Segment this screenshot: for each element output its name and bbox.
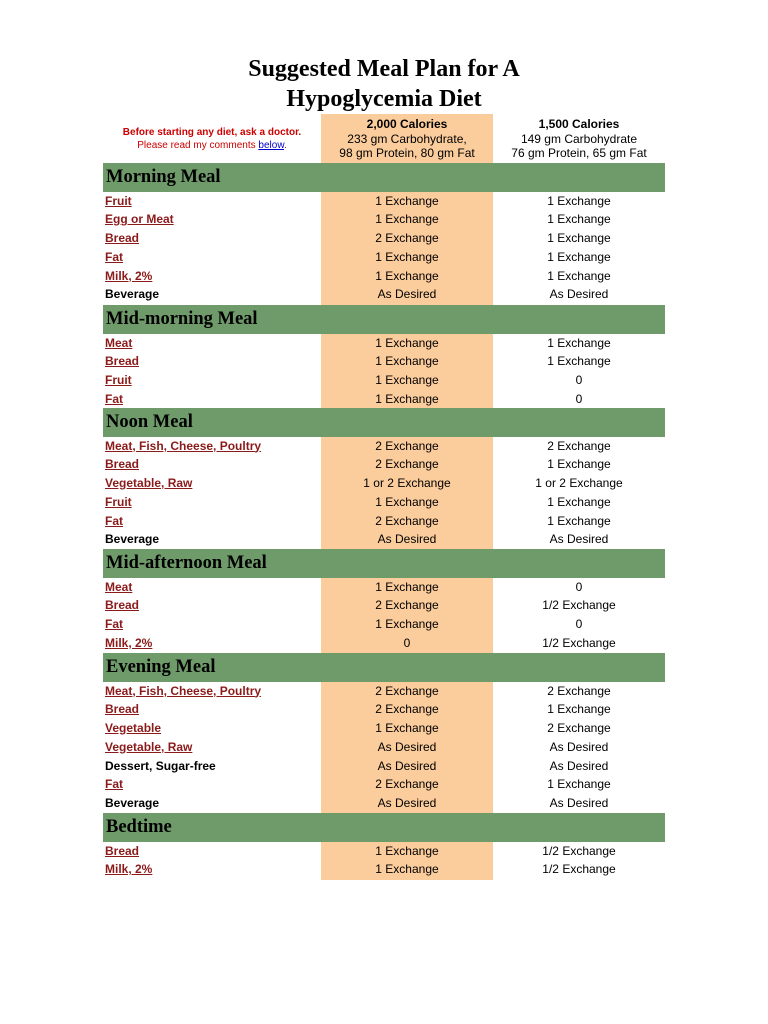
food-label[interactable]: Milk, 2% <box>105 268 153 283</box>
food-label[interactable]: Bread <box>105 231 140 245</box>
column-detail-1: 149 gm Carbohydrate <box>520 131 638 146</box>
note-line-1: Before starting any diet, ask a doctor. <box>122 127 302 138</box>
section-header-bedtime: Bedtime <box>103 813 665 842</box>
value-2000: 2 Exchange <box>375 513 439 528</box>
value-2000: 1 Exchange <box>375 354 439 369</box>
table-row <box>103 530 665 549</box>
table-row <box>103 700 665 719</box>
food-label[interactable]: Fat <box>105 391 123 406</box>
value-1500: 1 Exchange <box>547 494 611 509</box>
value-2000: 2 Exchange <box>375 702 439 717</box>
food-label[interactable]: Egg or Meat <box>105 212 174 227</box>
food-label[interactable]: Bread <box>105 457 140 472</box>
table-row <box>103 285 665 304</box>
food-label[interactable]: Meat, Fish, Cheese, Poultry <box>105 683 262 698</box>
value-1500: 1/2 Exchange <box>542 862 616 877</box>
value-2000: As Desired <box>377 532 437 547</box>
table-row <box>103 757 665 776</box>
value-2000: 1 or 2 Exchange <box>363 476 451 490</box>
value-1500: 0 <box>575 391 583 406</box>
doctor-note <box>103 126 321 152</box>
value-1500: 1 Exchange <box>547 354 611 369</box>
food-label[interactable]: Fat <box>105 249 123 264</box>
table-row <box>103 794 665 813</box>
table-row <box>103 371 665 390</box>
food-label[interactable]: Vegetable, Raw <box>105 476 193 490</box>
food-label: Beverage <box>105 532 160 547</box>
table-row <box>103 842 665 861</box>
table-row <box>103 738 665 757</box>
column-detail-2: 98 gm Protein, 80 gm Fat <box>339 146 475 160</box>
table-row <box>103 334 665 353</box>
value-2000: 1 Exchange <box>375 494 439 509</box>
value-1500: 0 <box>575 579 583 594</box>
below-link[interactable]: below <box>258 140 284 151</box>
food-label: Beverage <box>105 796 160 810</box>
value-2000: 2 Exchange <box>375 457 439 472</box>
value-2000: 1 Exchange <box>375 249 439 264</box>
value-1500: 1 Exchange <box>547 457 611 472</box>
value-2000: 1 Exchange <box>375 391 439 406</box>
value-1500: 2 Exchange <box>547 683 611 698</box>
table-row <box>103 512 665 531</box>
value-1500: 1 or 2 Exchange <box>535 476 623 490</box>
food-label[interactable]: Bread <box>105 702 140 717</box>
value-2000: 2 Exchange <box>375 438 439 453</box>
food-label[interactable]: Fat <box>105 617 123 631</box>
table-row <box>103 474 665 493</box>
table-row <box>103 596 665 615</box>
value-2000: As Desired <box>377 739 437 754</box>
section-header-mid-afternoon-meal: Mid-afternoon Meal <box>103 549 665 578</box>
value-2000: 1 Exchange <box>375 579 439 594</box>
value-1500: 2 Exchange <box>547 721 611 735</box>
column-detail-2: 76 gm Protein, 65 gm Fat <box>511 146 647 160</box>
food-label[interactable]: Meat <box>105 579 133 594</box>
title-line-2: Hypoglycemia Diet <box>286 86 482 112</box>
value-1500: 1 Exchange <box>547 231 611 245</box>
value-2000: 1 Exchange <box>375 617 439 631</box>
note-line-2-prefix: Please read my comments <box>137 140 259 151</box>
table-row <box>103 719 665 738</box>
value-1500: 1 Exchange <box>547 513 611 528</box>
table-row <box>103 248 665 267</box>
table-row <box>103 352 665 371</box>
value-2000: 2 Exchange <box>375 683 439 698</box>
table-row <box>103 634 665 653</box>
value-1500: 1 Exchange <box>547 249 611 264</box>
value-1500: As Desired <box>549 739 609 754</box>
food-label[interactable]: Fruit <box>105 494 132 509</box>
food-label[interactable]: Fruit <box>105 373 132 387</box>
table-row <box>103 682 665 701</box>
food-label: Dessert, Sugar-free <box>105 758 216 773</box>
section-header-morning-meal: Morning Meal <box>103 163 665 192</box>
food-label[interactable]: Meat, Fish, Cheese, Poultry <box>105 438 262 453</box>
value-1500: 1 Exchange <box>547 193 611 208</box>
table-row <box>103 267 665 286</box>
value-2000: 1 Exchange <box>375 862 439 877</box>
value-1500: As Desired <box>549 758 609 773</box>
value-1500: As Desired <box>549 532 609 547</box>
value-1500: 0 <box>575 373 583 387</box>
food-label[interactable]: Fat <box>105 777 123 792</box>
value-2000: As Desired <box>377 287 437 302</box>
food-label[interactable]: Fruit <box>105 193 132 208</box>
table-row <box>103 210 665 229</box>
value-2000: 1 Exchange <box>375 268 439 283</box>
table-row <box>103 192 665 211</box>
value-1500: 2 Exchange <box>547 438 611 453</box>
value-1500: As Desired <box>549 287 609 302</box>
value-1500: As Desired <box>549 796 609 810</box>
value-2000: 1 Exchange <box>375 193 439 208</box>
column-heading: 1,500 Calories <box>538 117 620 131</box>
value-1500: 1 Exchange <box>547 268 611 283</box>
food-label[interactable]: Vegetable, Raw <box>105 739 193 754</box>
food-label[interactable]: Milk, 2% <box>105 635 153 650</box>
value-1500: 1 Exchange <box>547 335 611 350</box>
value-1500: 1 Exchange <box>547 777 611 792</box>
value-2000: 0 <box>403 635 411 650</box>
value-1500: 1/2 Exchange <box>542 843 616 858</box>
column-header-1500 <box>493 117 665 161</box>
food-label[interactable]: Bread <box>105 354 140 369</box>
table-row <box>103 775 665 794</box>
value-2000: 2 Exchange <box>375 598 439 613</box>
value-2000: As Desired <box>377 758 437 773</box>
food-label[interactable]: Fat <box>105 513 123 528</box>
value-2000: 1 Exchange <box>375 373 439 387</box>
table-row <box>103 455 665 474</box>
column-detail-1: 233 gm Carbohydrate, <box>347 131 467 146</box>
value-1500: 1 Exchange <box>547 702 611 717</box>
column-header-2000 <box>321 117 493 161</box>
section-header-noon-meal: Noon Meal <box>103 408 665 437</box>
value-2000: 1 Exchange <box>375 721 439 735</box>
food-label[interactable]: Meat <box>105 335 133 350</box>
section-header-mid-morning-meal: Mid-morning Meal <box>103 305 665 334</box>
food-label[interactable]: Bread <box>105 598 140 613</box>
value-1500: 0 <box>575 617 583 631</box>
title-line-1: Suggested Meal Plan for A <box>248 56 520 82</box>
value-1500: 1/2 Exchange <box>542 598 616 613</box>
food-label: Beverage <box>105 287 160 302</box>
value-1500: 1 Exchange <box>547 212 611 227</box>
value-2000: As Desired <box>377 796 437 810</box>
table-row <box>103 390 665 409</box>
table-row <box>103 615 665 634</box>
table-row <box>103 437 665 456</box>
value-2000: 2 Exchange <box>375 777 439 792</box>
value-2000: 1 Exchange <box>375 843 439 858</box>
value-2000: 1 Exchange <box>375 335 439 350</box>
value-2000: 1 Exchange <box>375 212 439 227</box>
section-header-evening-meal: Evening Meal <box>103 653 665 682</box>
table-row <box>103 578 665 597</box>
value-2000: 2 Exchange <box>375 231 439 245</box>
value-1500: 1/2 Exchange <box>542 635 616 650</box>
food-label[interactable]: Milk, 2% <box>105 862 153 877</box>
page-title <box>0 54 768 114</box>
table-row <box>103 229 665 248</box>
column-heading: 2,000 Calories <box>366 117 448 131</box>
note-line-2-suffix: . <box>283 140 287 151</box>
food-label[interactable]: Bread <box>105 843 140 858</box>
food-label[interactable]: Vegetable <box>105 721 162 735</box>
table-row <box>103 493 665 512</box>
table-row <box>103 860 665 879</box>
